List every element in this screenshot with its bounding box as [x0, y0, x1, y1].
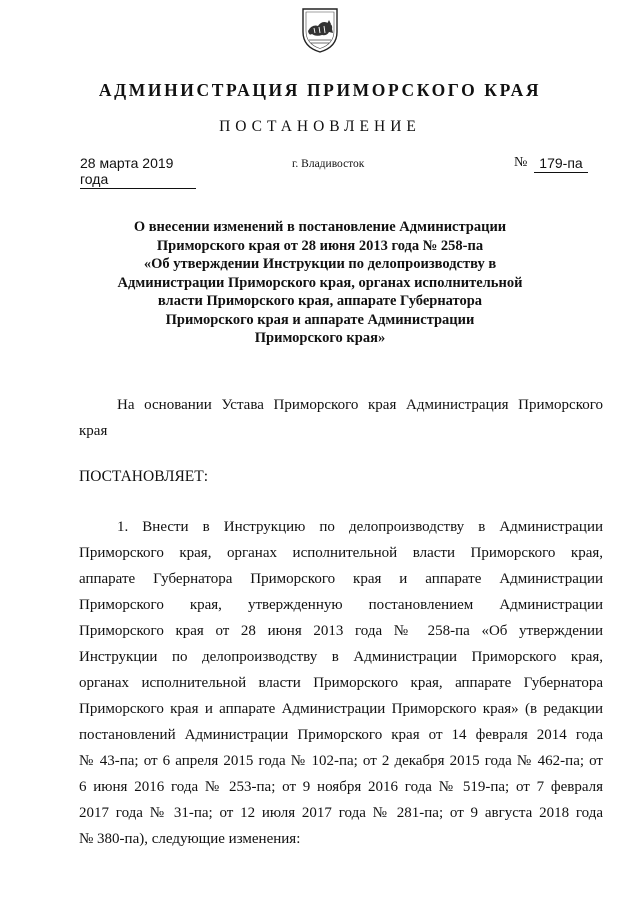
- paragraph-line: Инструкции по делопроизводству в Администрации Приморского края,: [79, 649, 603, 665]
- item-1-paragraph: [79, 514, 603, 852]
- number-sign: №: [514, 155, 528, 170]
- paragraph-line: 1. Внести в Инструкцию по делопроизводству в Администрации: [117, 519, 603, 535]
- paragraph-line: Приморского края от 28 июня 2013 года № 258-па «Об утверждении: [79, 623, 603, 639]
- title-line: О внесении изменений в постановление Администрации: [133, 219, 507, 235]
- paragraph-line: № 43-па; от 6 апреля 2015 года № 102-па; от 2 декабря 2015 года № 462-па; от: [79, 753, 603, 769]
- paragraph-line: Приморского края и аппарате Администрации Приморского края» (в редакции: [79, 701, 603, 717]
- document-number: 179-па: [534, 155, 588, 173]
- paragraph-line: края: [79, 423, 108, 439]
- document-type: ПОСТАНОВЛЕНИЕ: [219, 118, 421, 135]
- organization-name: АДМИНИСТРАЦИЯ ПРИМОРСКОГО КРАЯ: [98, 80, 542, 100]
- paragraph-line: № 380-па), следующие изменения:: [79, 831, 301, 847]
- coat-of-arms-icon: [300, 6, 340, 54]
- paragraph-line: Приморского края, органах исполнительной власти Приморского края,: [79, 545, 603, 561]
- paragraph-line: постановлений Администрации Приморского края от 14 февраля 2014 года: [79, 727, 603, 743]
- paragraph-line: На основании Устава Приморского края Администрация Приморского: [117, 397, 603, 413]
- paragraph-line: органах исполнительной власти Приморского края, аппарате Губернатора: [79, 675, 603, 691]
- title-line: Администрации Приморского края, органах исполнительной: [117, 274, 523, 291]
- paragraph-line: Приморского края, утвержденную постановлением Администрации: [79, 597, 603, 613]
- decree-word: ПОСТАНОВЛЯЕТ:: [79, 468, 209, 485]
- document-city: г. Владивосток: [292, 158, 365, 170]
- paragraph-line: 2017 года № 31-па; от 12 июля 2017 года № 281-па; от 9 августа 2018 года: [79, 805, 603, 821]
- document-title: [110, 218, 530, 348]
- title-line: Приморского края от 28 июня 2013 года № 258-па: [156, 237, 484, 254]
- paragraph-line: 6 июня 2016 года № 253-па; от 9 ноября 2016 года № 519-па; от 7 февраля: [79, 779, 603, 795]
- title-line: власти Приморского края, аппарате Губернатора: [157, 293, 483, 309]
- title-line: Приморского края и аппарате Администрации: [165, 311, 475, 328]
- title-line: Приморского края»: [254, 330, 386, 346]
- title-line: «Об утверждении Инструкции по делопроизводству в: [143, 256, 497, 272]
- paragraph-line: аппарате Губернатора Приморского края и аппарате Администрации: [79, 571, 603, 587]
- basis-paragraph: [79, 392, 603, 444]
- document-date: 28 марта 2019 года: [80, 155, 196, 189]
